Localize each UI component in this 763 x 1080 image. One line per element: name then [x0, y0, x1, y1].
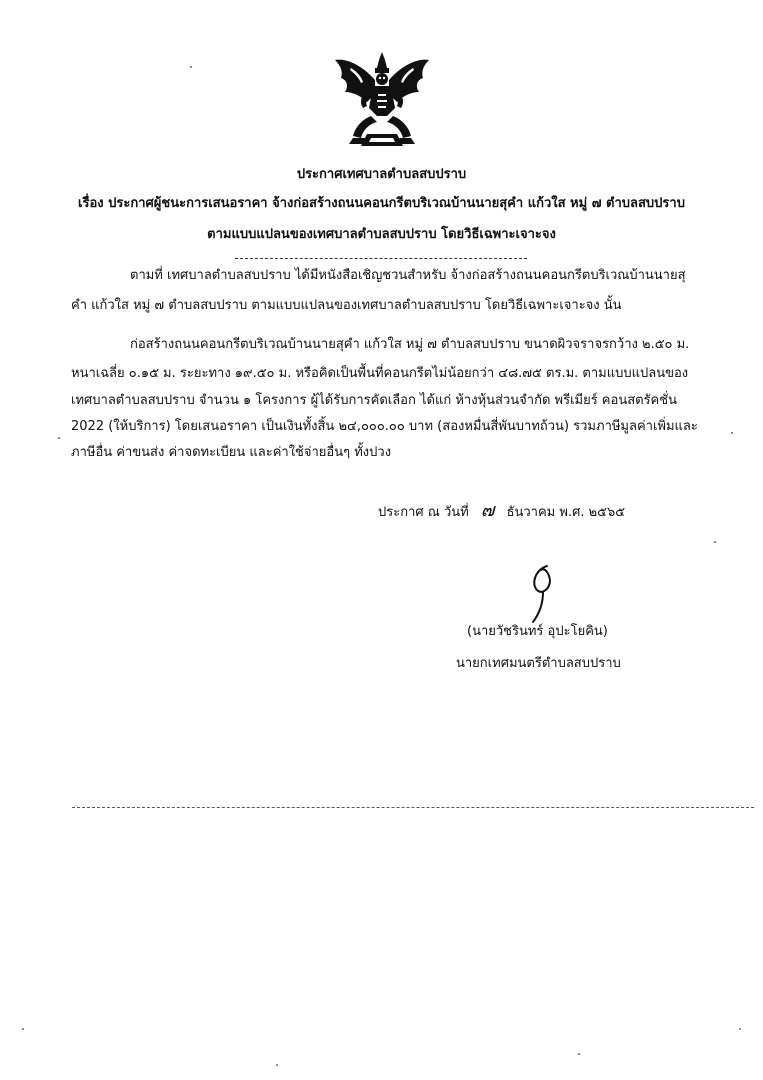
announcement-org-title: ประกาศเทศบาลตำบลสบปราบ [296, 167, 467, 182]
footer-divider [72, 807, 754, 808]
announcement-subject-line2: ตามแบบแปลนของเทศบาลตำบลสบปราบ โดยวิธีเฉพาะเจาะจง [207, 227, 556, 242]
scan-speck [739, 1028, 741, 1030]
scan-speck [578, 1053, 580, 1055]
scan-speck [58, 437, 60, 439]
announcement-date [378, 502, 625, 522]
scan-speck [714, 541, 716, 543]
signatory-title: นายกเทศมนตรีตำบลสบปราบ [456, 656, 621, 671]
signatory-name: (นายวัชรินทร์ อุปะโยคิน) [467, 624, 608, 639]
scan-speck [276, 1064, 278, 1066]
handwritten-signature [513, 560, 573, 630]
paragraph1-line2: คำ แก้วใส หมู่ ๗ ตำบลสบปราบ ตามแบบแปลนของเทศบาลตำบลสบปราบ โดยวิธีเฉพาะเจาะจง นั้น [71, 298, 622, 313]
paragraph1-line1: ตามที่ เทศบาลตำบลสบปราบ ได้มีหนังสือเชิญชวนสำหรับ จ้างก่อสร้างถนนคอนกรีตบริเวณบ้านนายสุ [130, 268, 686, 283]
paragraph2-line1: ก่อสร้างถนนคอนกรีตบริเวณบ้านนายสุคำ แก้วใส หมู่ ๗ ตำบลสบปราบ ขนาดผิวจราจรกว้าง ๒.๕๐ ม. [130, 337, 690, 352]
date-month-year: ธันวาคม พ.ศ. ๒๕๖๕ [506, 505, 626, 520]
date-day: ๗ [480, 500, 495, 521]
scan-speck [22, 1028, 24, 1030]
garuda-emblem-icon [331, 50, 433, 150]
paragraph2-line5: ภาษีอื่น ค่าขนส่ง ค่าจดทะเบียน และค่าใช้จ่ายอื่นๆ ทั้งปวง [71, 445, 392, 460]
header-divider [235, 258, 527, 259]
scan-speck [731, 432, 733, 434]
paragraph2-line4: 2022 (ให้บริการ) โดยเสนอราคา เป็นเงินทั้งสิ้น ๒๔,๐๐๐.๐๐ บาท (สองหมื่นสี่พันบาทถ้วน) รวมภาษีมูลค่าเพิ่มและ [71, 419, 698, 434]
scan-speck [190, 66, 192, 68]
paragraph2-line2: หนาเฉลี่ย ๐.๑๕ ม. ระยะทาง ๑๙.๕๐ ม. หรือคิดเป็นพื้นที่คอนกรีตไม่น้อยกว่า ๔๘.๗๕ ตร.ม. ตามแบบแปลนของ [71, 366, 689, 381]
announcement-subject-line1: เรื่อง ประกาศผู้ชนะการเสนอราคา จ้างก่อสร้างถนนคอนกรีตบริเวณบ้านนายสุคำ แก้วใส หมู่ ๗ ตำบลสบปราบ [78, 196, 685, 211]
date-prefix: ประกาศ ณ วันที่ [378, 505, 469, 520]
paragraph2-line3: เทศบาลตำบลสบปราบ จำนวน ๑ โครงการ ผู้ได้รับการคัดเลือก ได้แก่ ห้างหุ้นส่วนจำกัด พรีเมียร์ คอนสตรัคชั่น [71, 393, 677, 408]
